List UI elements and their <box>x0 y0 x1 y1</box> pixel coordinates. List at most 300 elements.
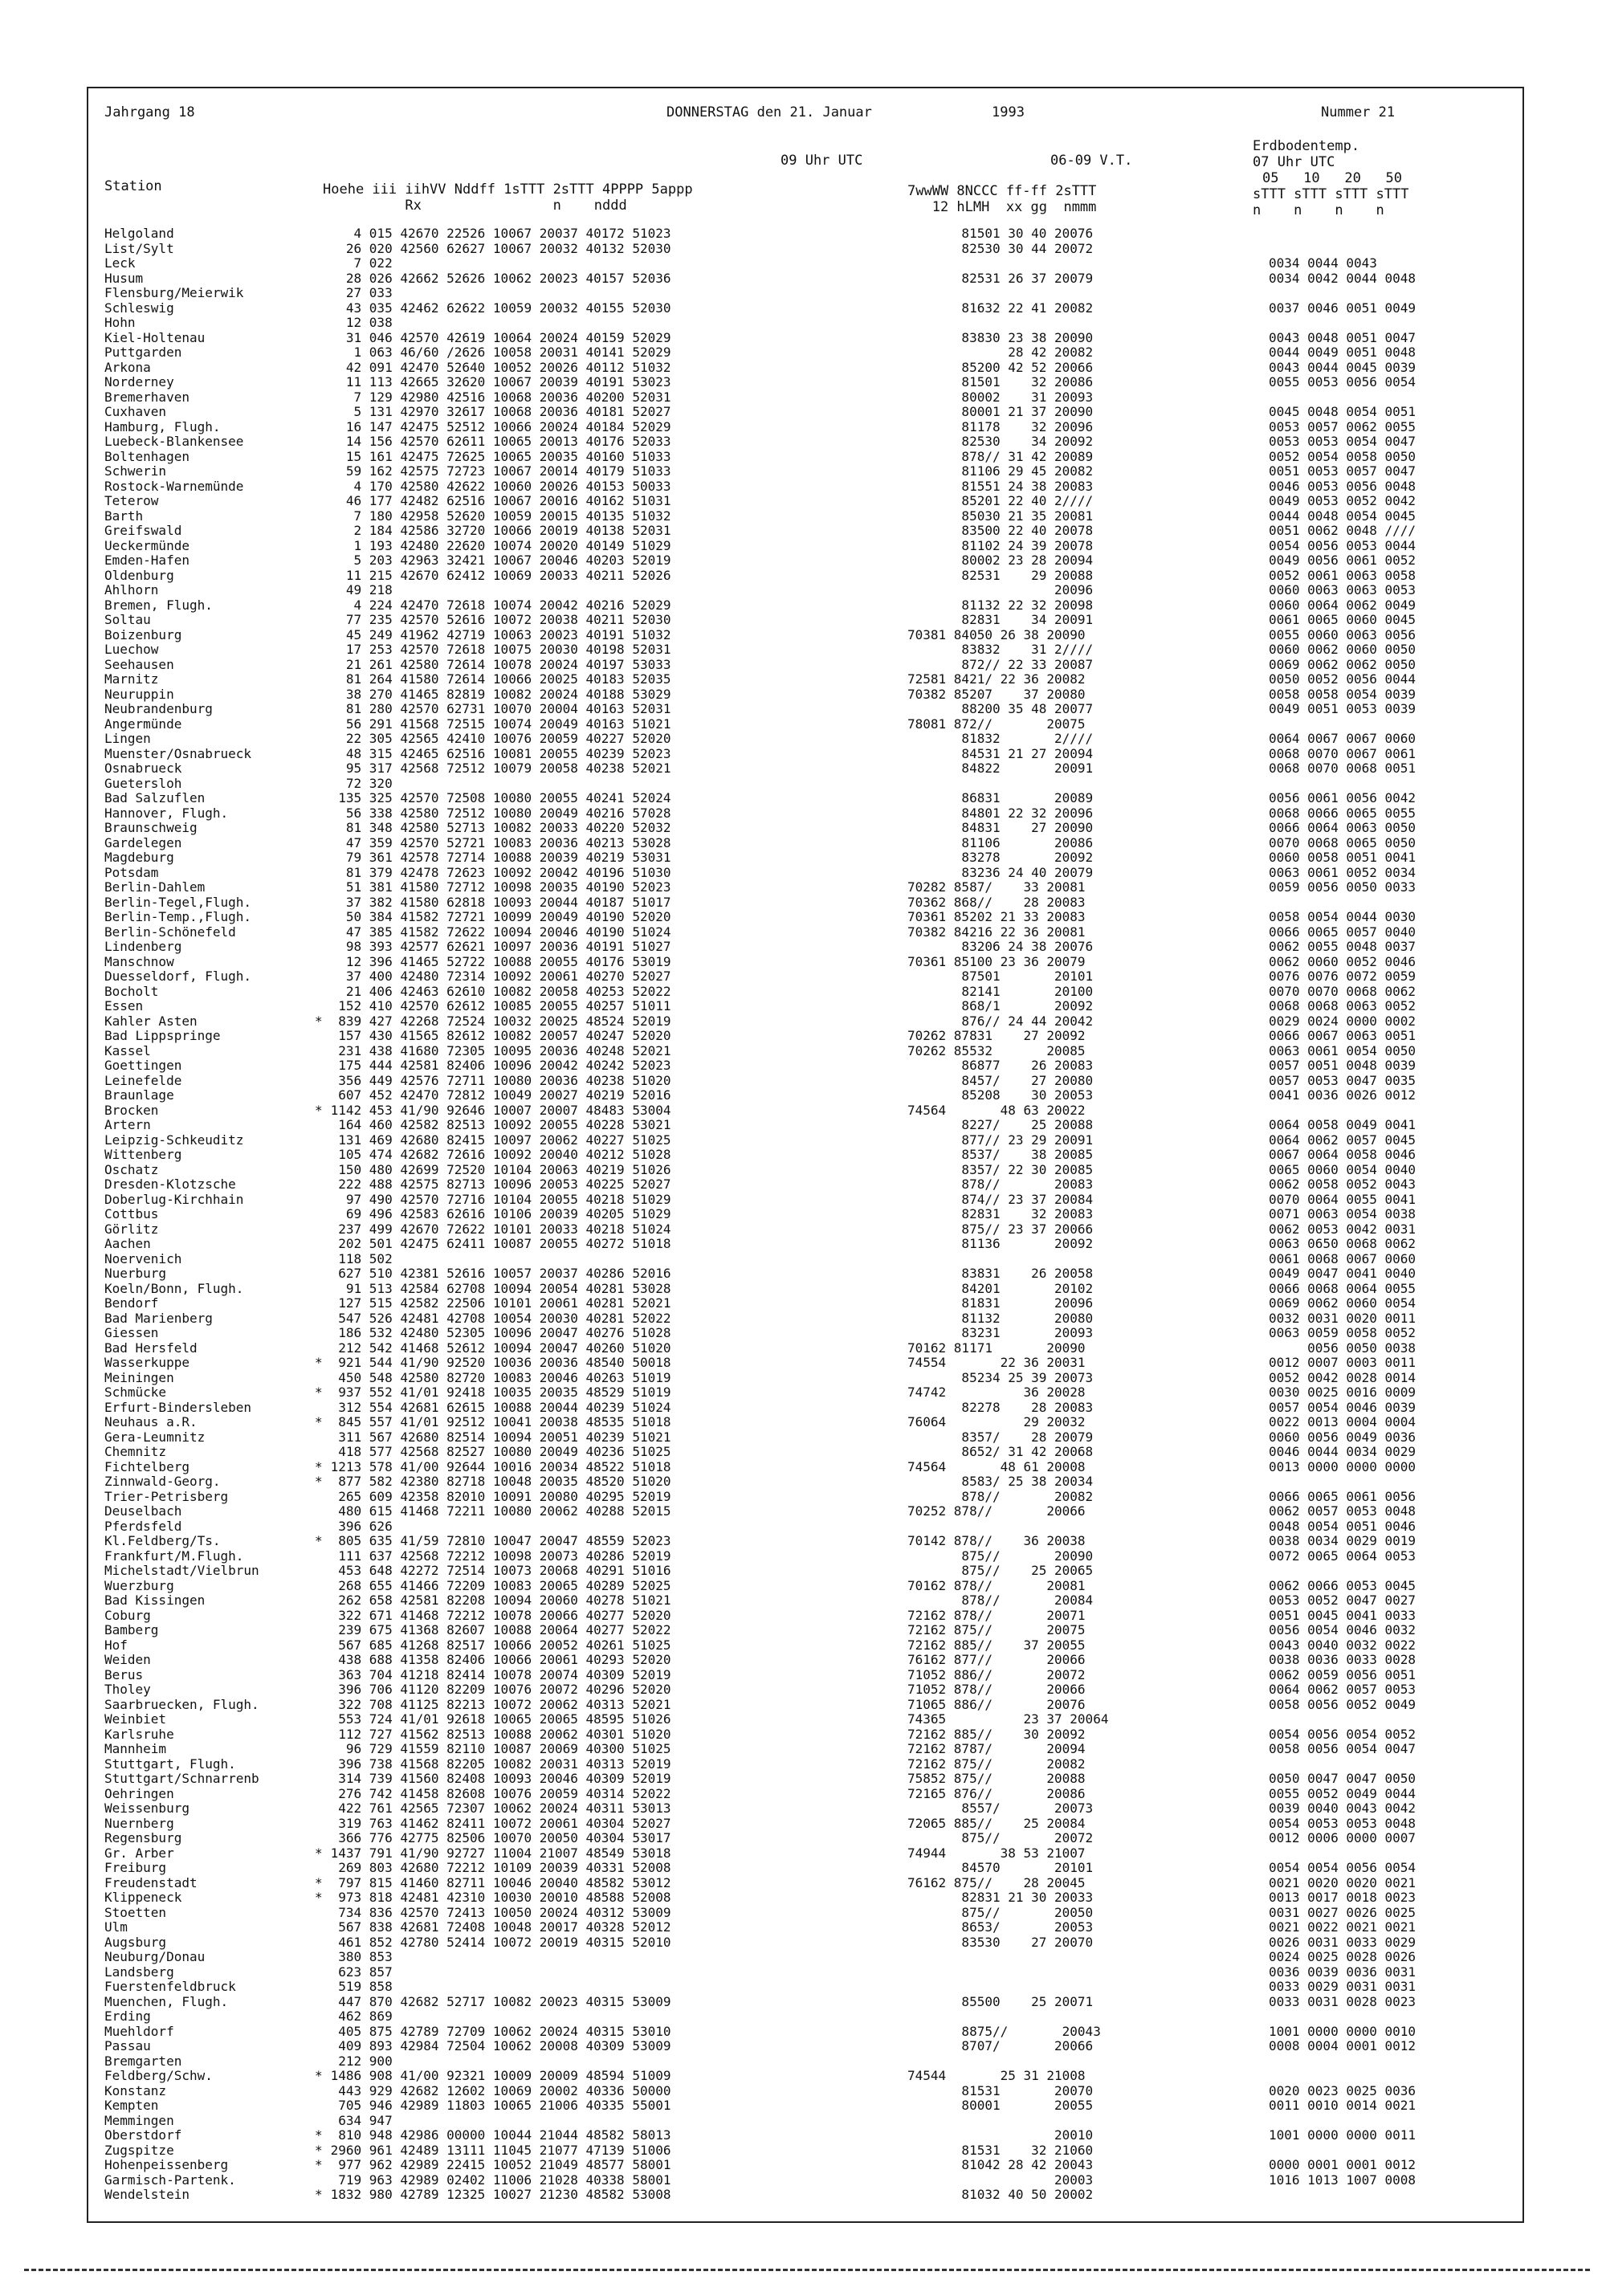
station-name: Giessen <box>104 1325 159 1340</box>
station-name: Husum <box>104 270 144 286</box>
station-name: Hamburg, Flugh. <box>104 418 221 434</box>
soil-temp-codes: 0049 0047 0041 0040 <box>1269 1266 1416 1281</box>
station-name: Koeln/Bonn, Flugh. <box>104 1280 244 1296</box>
synop-main-codes: 705 946 42989 11803 10065 21006 40335 55001 <box>323 2098 671 2113</box>
table-row <box>104 553 1518 569</box>
station-name: Oschatz <box>104 1161 159 1177</box>
table-row <box>104 1623 1518 1638</box>
volume-label: Jahrgang 18 <box>104 104 195 120</box>
synop-period-codes: 74564 48 63 20022 <box>907 1102 1086 1118</box>
synop-main-codes: 38 270 41465 82819 10082 20024 40188 53029 <box>323 686 671 702</box>
soil-temp-codes: 0051 0053 0057 0047 <box>1269 463 1416 479</box>
synop-main-codes: 81 264 41580 72614 10066 20025 40183 52035 <box>323 671 671 687</box>
synop-main-codes: 37 400 42480 72314 10092 20061 40270 52027 <box>323 969 671 984</box>
synop-period-codes: 81501 30 40 20076 <box>907 226 1094 241</box>
station-name: Michelstadt/Vielbrun <box>104 1563 259 1578</box>
station-name: Lindenberg <box>104 939 182 954</box>
synop-main-codes: 1142 453 41/90 92646 10007 20007 48483 53004 <box>323 1102 671 1118</box>
soil-temp-codes: 0068 0070 0068 0051 <box>1269 761 1416 776</box>
synop-period-codes: 8652/ 31 42 20068 <box>907 1444 1094 1459</box>
soil-temp-codes: 0066 0068 0064 0055 <box>1269 1280 1416 1296</box>
synop-main-codes: 81 348 42580 52713 10082 20033 40220 52032 <box>323 820 671 835</box>
synop-period-codes: 83831 26 20058 <box>907 1266 1094 1281</box>
synop-main-codes: 1486 908 41/00 92321 10009 20009 48594 51009 <box>323 2068 671 2083</box>
table-row <box>104 940 1518 955</box>
station-name: Braunschweig <box>104 820 198 835</box>
soil-temp-codes: 0060 0056 0049 0036 <box>1269 1429 1416 1445</box>
table-row <box>104 1266 1518 1282</box>
station-name: Fichtelberg <box>104 1458 190 1474</box>
synop-period-codes: 70252 878// 20066 <box>907 1503 1086 1519</box>
soil-temp-title: Erdbodentemp. <box>1253 138 1360 154</box>
station-name: Weiden <box>104 1652 151 1667</box>
station-name: Kiel-Holtenau <box>104 329 206 345</box>
synop-main-codes: 450 548 42580 82720 10083 20046 40263 51019 <box>323 1369 671 1385</box>
table-row <box>104 702 1518 717</box>
synop-period-codes: 72162 8787/ 20094 <box>907 1741 1086 1756</box>
station-name: Nuerburg <box>104 1266 167 1281</box>
station-name: Kempten <box>104 2098 159 2113</box>
synop-period-codes: 71052 886// 20072 <box>907 1666 1086 1682</box>
synop-period-codes: 875// 23 37 20066 <box>907 1221 1094 1237</box>
station-name: Boizenburg <box>104 626 182 642</box>
table-row <box>104 1296 1518 1311</box>
station-name: Rostock-Warnemünde <box>104 478 244 494</box>
soil-temp-codes: 0054 0054 0056 0054 <box>1269 1860 1416 1875</box>
station-name: Manschnow <box>104 953 174 969</box>
synop-main-codes: 79 361 42578 72714 10088 20039 40219 53031 <box>323 850 671 865</box>
synop-period-codes: 82831 34 20091 <box>907 612 1094 627</box>
synop-main-codes: 810 948 42986 00000 10044 21044 48582 58013 <box>323 2127 671 2143</box>
synop-period-codes: 85200 42 52 20066 <box>907 359 1094 375</box>
synop-main-codes: 11 215 42670 62412 10069 20033 40211 52026 <box>323 567 671 583</box>
synop-main-codes: 21 406 42463 62610 10082 20058 40253 52022 <box>323 983 671 999</box>
station-name: Aachen <box>104 1236 151 1251</box>
soil-temp-codes: 0071 0063 0054 0038 <box>1269 1206 1416 1221</box>
table-row <box>104 1044 1518 1059</box>
mountain-marker: * <box>315 1458 323 1474</box>
synop-main-codes: 231 438 41680 72305 10095 20036 40248 52021 <box>323 1042 671 1058</box>
table-row <box>104 910 1518 925</box>
synop-period-codes: 72162 875// 20075 <box>907 1622 1086 1637</box>
table-row <box>104 1460 1518 1475</box>
soil-temp-codes: 0061 0065 0060 0045 <box>1269 612 1416 627</box>
table-row <box>104 1698 1518 1713</box>
station-name: Fuerstenfeldbruck <box>104 1979 236 1994</box>
station-name: Ulm <box>104 1919 128 1935</box>
table-row <box>104 2025 1518 2040</box>
synop-main-codes: 17 253 42570 72618 10075 20030 40198 52031 <box>323 642 671 657</box>
synop-period-codes: 78081 872// 20075 <box>907 716 1086 732</box>
table-row <box>104 1133 1518 1148</box>
utc09-heading: 09 Uhr UTC <box>781 153 863 169</box>
table-row <box>104 2054 1518 2070</box>
soil-temp-codes: 0063 0061 0054 0050 <box>1269 1042 1416 1058</box>
synop-main-codes: 12 038 <box>323 315 393 330</box>
soil-temp-codes: 0060 0058 0051 0041 <box>1269 850 1416 865</box>
station-name: Görlitz <box>104 1221 159 1237</box>
synop-period-codes: 74365 23 37 20064 <box>907 1711 1109 1727</box>
station-name: Goettingen <box>104 1058 182 1073</box>
synop-period-codes: 874// 23 37 20084 <box>907 1191 1094 1207</box>
station-name: List/Sylt <box>104 240 174 256</box>
table-row <box>104 2188 1518 2203</box>
soil-temp-codes: 0062 0059 0056 0051 <box>1269 1666 1416 1682</box>
synop-main-codes: 734 836 42570 72413 10050 20024 40312 53009 <box>323 1904 671 1920</box>
station-name: Arkona <box>104 359 151 375</box>
soil-temp-codes: 0054 0056 0054 0052 <box>1269 1726 1416 1742</box>
soil-temp-codes: 0072 0065 0064 0053 <box>1269 1548 1416 1564</box>
station-name: Greifswald <box>104 523 182 538</box>
synop-period-codes: 81106 29 45 20082 <box>907 463 1094 479</box>
station-name: Luechow <box>104 642 159 657</box>
station-name: Hof <box>104 1637 128 1653</box>
table-row <box>104 1088 1518 1103</box>
synop-period-codes: 82831 32 20083 <box>907 1206 1094 1221</box>
station-name: Marnitz <box>104 671 159 687</box>
synop-main-codes: 418 577 42568 82527 10080 20049 40236 51025 <box>323 1444 671 1459</box>
table-row <box>104 2114 1518 2129</box>
synop-period-codes: 71065 886// 20076 <box>907 1696 1086 1712</box>
mountain-marker: * <box>315 1414 323 1429</box>
table-row <box>104 361 1518 376</box>
soil-temp-codes: 0038 0036 0033 0028 <box>1269 1652 1416 1667</box>
table-row <box>104 777 1518 792</box>
soil-temp-codes: 0068 0066 0065 0055 <box>1269 805 1416 821</box>
synop-period-codes: 70262 87831 27 20092 <box>907 1028 1086 1043</box>
station-name: Schmücke <box>104 1385 167 1400</box>
station-name: Hohn <box>104 315 136 330</box>
soil-temp-codes: 1016 1013 1007 0008 <box>1269 2172 1416 2188</box>
table-row <box>104 2098 1518 2114</box>
synop-period-codes: 74544 25 31 21008 <box>907 2068 1086 2083</box>
synop-period-codes: 875// 25 20065 <box>907 1563 1094 1578</box>
synop-main-codes: 438 688 41358 82406 10066 20061 40293 52020 <box>323 1652 671 1667</box>
synop-main-codes: 276 742 41458 82608 10076 20059 40314 52022 <box>323 1785 671 1801</box>
mountain-marker: * <box>315 1874 323 1890</box>
synop-main-codes: 4 015 42670 22526 10067 20037 40172 51023 <box>323 226 671 241</box>
soil-temp-codes: 0051 0045 0041 0033 <box>1269 1607 1416 1623</box>
soil-depths: 05 10 20 50 <box>1262 170 1402 186</box>
soil-temp-codes: 0053 0052 0047 0027 <box>1269 1593 1416 1608</box>
soil-temp-codes: 0064 0058 0049 0041 <box>1269 1117 1416 1132</box>
station-name: Bamberg <box>104 1622 159 1637</box>
soil-temp-codes: 0033 0031 0028 0023 <box>1269 1993 1416 2009</box>
soil-temp-codes: 0062 0060 0052 0046 <box>1269 953 1416 969</box>
table-row <box>104 345 1518 361</box>
station-name: Kahler Asten <box>104 1013 198 1029</box>
soil-temp-codes: 0070 0070 0068 0062 <box>1269 983 1416 999</box>
table-row <box>104 613 1518 628</box>
soil-temp-codes: 0069 0062 0062 0050 <box>1269 656 1416 672</box>
soil-temp-codes: 0056 0050 0038 <box>1269 1340 1416 1356</box>
station-name: Berlin-Schönefeld <box>104 924 236 940</box>
table-row <box>104 806 1518 822</box>
synop-period-codes: 75852 875// 20088 <box>907 1771 1086 1786</box>
soil-temp-codes: 0021 0022 0021 0021 <box>1269 1919 1416 1935</box>
synop-main-codes: 265 609 42358 82010 10091 20080 40295 52019 <box>323 1488 671 1504</box>
table-row <box>104 717 1518 732</box>
soil-temp-codes: 0054 0053 0053 0048 <box>1269 1815 1416 1831</box>
station-name: Neubrandenburg <box>104 701 213 716</box>
synop-main-codes: 4 170 42580 42622 10060 20026 40153 50033 <box>323 478 671 494</box>
synop-main-codes: 314 739 41560 82408 10093 20046 40309 52019 <box>323 1771 671 1786</box>
synop-period-codes: 72065 885// 25 20084 <box>907 1815 1086 1831</box>
synop-main-codes: 1 063 46/60 /2626 10058 20031 40141 52029 <box>323 345 671 360</box>
table-row <box>104 1445 1518 1460</box>
table-row <box>104 791 1518 806</box>
table-row <box>104 1980 1518 1995</box>
soil-temp-codes: 0038 0034 0029 0019 <box>1269 1533 1416 1548</box>
table-row <box>104 1534 1518 1549</box>
synop-period-codes: 81132 22 32 20098 <box>907 597 1094 613</box>
synop-period-codes: 80001 21 37 20090 <box>907 404 1094 419</box>
soil-temp-codes: 0060 0064 0062 0049 <box>1269 597 1416 613</box>
soil-temp-codes: 0060 0063 0063 0053 <box>1269 582 1416 597</box>
synop-main-codes: 97 490 42570 72716 10104 20055 40218 51029 <box>323 1191 671 1207</box>
station-name: Passau <box>104 2038 151 2053</box>
soil-temp-codes: 0051 0062 0048 //// <box>1269 523 1416 538</box>
table-row <box>104 642 1518 658</box>
table-row <box>104 450 1518 465</box>
soil-temp-codes: 0053 0053 0054 0047 <box>1269 434 1416 449</box>
soil-temp-codes: 0060 0062 0060 0050 <box>1269 642 1416 657</box>
soil-temp-codes: 0063 0061 0052 0034 <box>1269 864 1416 880</box>
station-name: Gardelegen <box>104 834 182 850</box>
synop-period-codes: 81102 24 39 20078 <box>907 537 1094 553</box>
table-row <box>104 494 1518 509</box>
soil-temp-codes: 0043 0048 0051 0047 <box>1269 329 1416 345</box>
synop-main-codes: 519 858 <box>323 1979 393 1994</box>
main-code-subheading: Rx n nddd <box>323 198 627 214</box>
table-row <box>104 524 1518 539</box>
station-name: Muehldorf <box>104 2023 174 2039</box>
table-row <box>104 1207 1518 1222</box>
synop-period-codes: 72162 878// 20071 <box>907 1607 1086 1623</box>
synop-period-codes: 70362 868// 28 20083 <box>907 894 1086 910</box>
synop-main-codes: 2 184 42586 32720 10066 20019 40138 52031 <box>323 523 671 538</box>
table-row <box>104 1920 1518 1935</box>
soil-temp-codes: 0070 0068 0065 0050 <box>1269 834 1416 850</box>
synop-main-codes: 237 499 42670 72622 10101 20033 40218 51024 <box>323 1221 671 1237</box>
synop-period-codes: 70282 8587/ 33 20081 <box>907 879 1086 895</box>
synop-main-codes: 222 488 42575 82713 10096 20053 40225 52027 <box>323 1177 671 1192</box>
synop-period-codes: 81551 24 38 20083 <box>907 478 1094 494</box>
soil-temp-codes: 0056 0061 0056 0042 <box>1269 790 1416 805</box>
synop-main-codes: 212 900 <box>323 2053 393 2069</box>
synop-period-codes: 81501 32 20086 <box>907 374 1094 389</box>
synop-main-codes: 112 727 41562 82513 10088 20062 40301 51020 <box>323 1726 671 1742</box>
station-name: Berus <box>104 1666 144 1682</box>
synop-main-codes: 49 218 <box>323 582 393 597</box>
station-name: Berlin-Temp.,Flugh. <box>104 909 252 924</box>
station-name: Feldberg/Schw. <box>104 2068 213 2083</box>
soil-temp-codes: 1001 0000 0000 0010 <box>1269 2023 1416 2039</box>
synop-main-codes: 311 567 42680 82514 10094 20051 40239 51021 <box>323 1429 671 1445</box>
table-row <box>104 628 1518 643</box>
station-name: Kassel <box>104 1042 151 1058</box>
synop-main-codes: 396 738 41568 82205 10082 20031 40313 52019 <box>323 1756 671 1772</box>
mountain-marker: * <box>315 2187 323 2202</box>
station-name: Hohenpeissenberg <box>104 2157 229 2172</box>
station-name: Wuerzburg <box>104 1577 174 1593</box>
table-row <box>104 1356 1518 1371</box>
synop-main-codes: 47 359 42570 52721 10083 20036 40213 53028 <box>323 834 671 850</box>
synop-main-codes: 937 552 41/01 92418 10035 20035 48529 51019 <box>323 1385 671 1400</box>
table-row <box>104 955 1518 970</box>
table-row <box>104 375 1518 390</box>
soil-temp-codes: 0049 0051 0053 0039 <box>1269 701 1416 716</box>
soil-temp-codes: 0032 0031 0020 0011 <box>1269 1310 1416 1326</box>
synop-main-codes: 212 542 41468 52612 10094 20047 40260 51020 <box>323 1340 671 1356</box>
table-row <box>104 1787 1518 1802</box>
station-name: Potsdam <box>104 864 159 880</box>
synop-main-codes: 623 857 <box>323 1964 393 1980</box>
synop-main-codes: 43 035 42462 62622 10059 20032 40155 52030 <box>323 300 671 316</box>
table-row <box>104 1415 1518 1430</box>
station-name: Bremen, Flugh. <box>104 597 213 613</box>
synop-main-codes: 42 091 42470 52640 10052 20026 40112 51032 <box>323 359 671 375</box>
synop-main-codes: 443 929 42682 12602 10069 20002 40336 50000 <box>323 2082 671 2098</box>
table-row <box>104 1890 1518 1906</box>
station-name: Schwerin <box>104 463 167 479</box>
table-row <box>104 1148 1518 1163</box>
table-row <box>104 1876 1518 1891</box>
table-row <box>104 1193 1518 1208</box>
mountain-marker: * <box>315 2068 323 2083</box>
soil-temp-codes: 0026 0031 0033 0029 <box>1269 1934 1416 1950</box>
table-row <box>104 1579 1518 1594</box>
mountain-marker: * <box>315 1102 323 1118</box>
synop-period-codes: 76162 877// 20066 <box>907 1652 1086 1667</box>
synop-main-codes: 91 513 42584 62708 10094 20054 40281 53028 <box>323 1280 671 1296</box>
table-row <box>104 2009 1518 2025</box>
station-name: Luebeck-Blankensee <box>104 434 244 449</box>
synop-period-codes: 84201 20102 <box>907 1280 1094 1296</box>
synop-main-codes: 567 838 42681 72408 10048 20017 40328 52012 <box>323 1919 671 1935</box>
station-name: Bremerhaven <box>104 389 190 405</box>
synop-main-codes: 268 655 41466 72209 10083 20065 40289 52025 <box>323 1577 671 1593</box>
synop-main-codes: 1 193 42480 22620 10074 20020 40149 51029 <box>323 537 671 553</box>
soil-temp-codes: 1001 0000 0000 0011 <box>1269 2127 1416 2143</box>
synop-period-codes: 82278 28 20083 <box>907 1399 1094 1415</box>
synop-period-codes: 84801 22 32 20096 <box>907 805 1094 821</box>
station-name: Neuhaus a.R. <box>104 1414 198 1429</box>
soil-temp-codes: 0066 0065 0057 0040 <box>1269 924 1416 940</box>
table-row <box>104 1742 1518 1757</box>
soil-temp-codes: 0037 0046 0051 0049 <box>1269 300 1416 316</box>
table-row <box>104 1801 1518 1817</box>
station-name: Saarbruecken, Flugh. <box>104 1696 259 1712</box>
synop-main-codes: 480 615 41468 72211 10080 20062 40288 52015 <box>323 1503 671 1519</box>
table-row <box>104 747 1518 762</box>
synop-main-codes: 405 875 42789 72709 10062 20024 40315 53010 <box>323 2023 671 2039</box>
station-name: Oldenburg <box>104 567 174 583</box>
soil-temp-codes: 0052 0054 0058 0050 <box>1269 448 1416 464</box>
station-name: Trier-Petrisberg <box>104 1488 229 1504</box>
soil-temp-codes: 0052 0042 0028 0014 <box>1269 1369 1416 1385</box>
synop-period-codes: 82531 29 20088 <box>907 567 1094 583</box>
table-row <box>104 1757 1518 1772</box>
soil-code-heading: sTTT sTTT sTTT sTTT <box>1253 186 1409 202</box>
synop-main-codes: 15 161 42475 72625 10065 20035 40160 51033 <box>323 448 671 464</box>
station-name: Garmisch-Partenk. <box>104 2172 236 2188</box>
synop-main-codes: 422 761 42565 72307 10062 20024 40311 53013 <box>323 1801 671 1816</box>
synop-period-codes: 81106 20086 <box>907 834 1094 850</box>
soil-temp-codes: 0046 0044 0034 0029 <box>1269 1444 1416 1459</box>
synop-period-codes: 86877 26 20083 <box>907 1058 1094 1073</box>
synop-period-codes: 81136 20092 <box>907 1236 1094 1251</box>
table-row <box>104 732 1518 747</box>
table-row <box>104 1311 1518 1327</box>
synop-period-codes: 70361 85100 23 36 20079 <box>907 953 1086 969</box>
soil-temp-codes: 0059 0056 0050 0033 <box>1269 879 1416 895</box>
station-name: Bocholt <box>104 983 159 999</box>
station-name: Doberlug-Kirchhain <box>104 1191 244 1207</box>
synop-period-codes: 74742 36 20028 <box>907 1385 1086 1400</box>
synop-period-codes: 72162 885// 30 20092 <box>907 1726 1086 1742</box>
table-row <box>104 658 1518 673</box>
station-name: Seehausen <box>104 656 174 672</box>
soil-temp-codes: 0058 0056 0052 0049 <box>1269 1696 1416 1712</box>
synop-main-codes: 319 763 41462 82411 10072 20061 40304 52027 <box>323 1815 671 1831</box>
table-row <box>104 1609 1518 1624</box>
station-name: Stuttgart/Schnarrenb <box>104 1771 259 1786</box>
table-row <box>104 1237 1518 1252</box>
station-name: Neuruppin <box>104 686 174 702</box>
station-name: Leck <box>104 255 136 271</box>
synop-period-codes: 8537/ 38 20085 <box>907 1147 1094 1162</box>
synop-main-codes: 269 803 42680 72212 10109 20039 40331 52008 <box>323 1860 671 1875</box>
synop-main-codes: 26 020 42560 62627 10067 20032 40132 52030 <box>323 240 671 256</box>
synop-main-codes: 22 305 42565 42410 10076 20059 40227 52020 <box>323 731 671 746</box>
soil-temp-codes: 0043 0040 0032 0022 <box>1269 1637 1416 1653</box>
period-code-heading: 7wwWW 8NCCC ff-ff 2sTTT <box>907 183 1097 199</box>
soil-temp-codes: 0033 0029 0031 0031 <box>1269 1979 1416 1994</box>
station-name: Muenchen, Flugh. <box>104 1993 229 2009</box>
synop-period-codes: 76064 29 20032 <box>907 1414 1086 1429</box>
soil-temp-codes: 0066 0064 0063 0050 <box>1269 820 1416 835</box>
soil-temp-codes: 0050 0052 0056 0044 <box>1269 671 1416 687</box>
soil-temp-codes: 0061 0068 0067 0060 <box>1269 1250 1416 1266</box>
station-name: Stuttgart, Flugh. <box>104 1756 236 1772</box>
synop-main-codes: 111 637 42568 72212 10098 20073 40286 52019 <box>323 1548 671 1564</box>
synop-period-codes: 84570 20101 <box>907 1860 1094 1875</box>
table-row <box>104 969 1518 985</box>
station-name: Artern <box>104 1117 151 1132</box>
synop-main-codes: 312 554 42681 62615 10088 20044 40239 51024 <box>323 1399 671 1415</box>
station-name: Braunlage <box>104 1087 174 1103</box>
synop-period-codes: 70142 878// 36 20038 <box>907 1533 1086 1548</box>
table-row <box>104 1965 1518 1980</box>
soil-temp-codes: 0066 0067 0063 0051 <box>1269 1028 1416 1043</box>
station-name: Deuselbach <box>104 1503 182 1519</box>
soil-temp-codes: 0045 0048 0054 0051 <box>1269 404 1416 419</box>
soil-temp-time: 07 Uhr UTC <box>1253 154 1335 170</box>
synop-main-codes: 356 449 42576 72711 10080 20036 40238 51020 <box>323 1072 671 1088</box>
synop-period-codes: 72162 875// 20082 <box>907 1756 1086 1772</box>
station-name: Weissenburg <box>104 1801 190 1816</box>
soil-code-subheading: n n n n <box>1253 202 1384 218</box>
synop-main-codes: 719 963 42989 02402 11006 21028 40338 58001 <box>323 2172 671 2188</box>
synop-main-codes: 462 869 <box>323 2008 393 2024</box>
synop-main-codes: 46 177 42482 62516 10067 20016 40162 51031 <box>323 493 671 508</box>
soil-temp-codes: 0058 0054 0044 0030 <box>1269 909 1416 924</box>
soil-temp-codes: 0067 0064 0058 0046 <box>1269 1147 1416 1162</box>
soil-temp-codes: 0013 0017 0018 0023 <box>1269 1890 1416 1905</box>
mountain-marker: * <box>315 2142 323 2158</box>
station-name: Memmingen <box>104 2112 174 2128</box>
